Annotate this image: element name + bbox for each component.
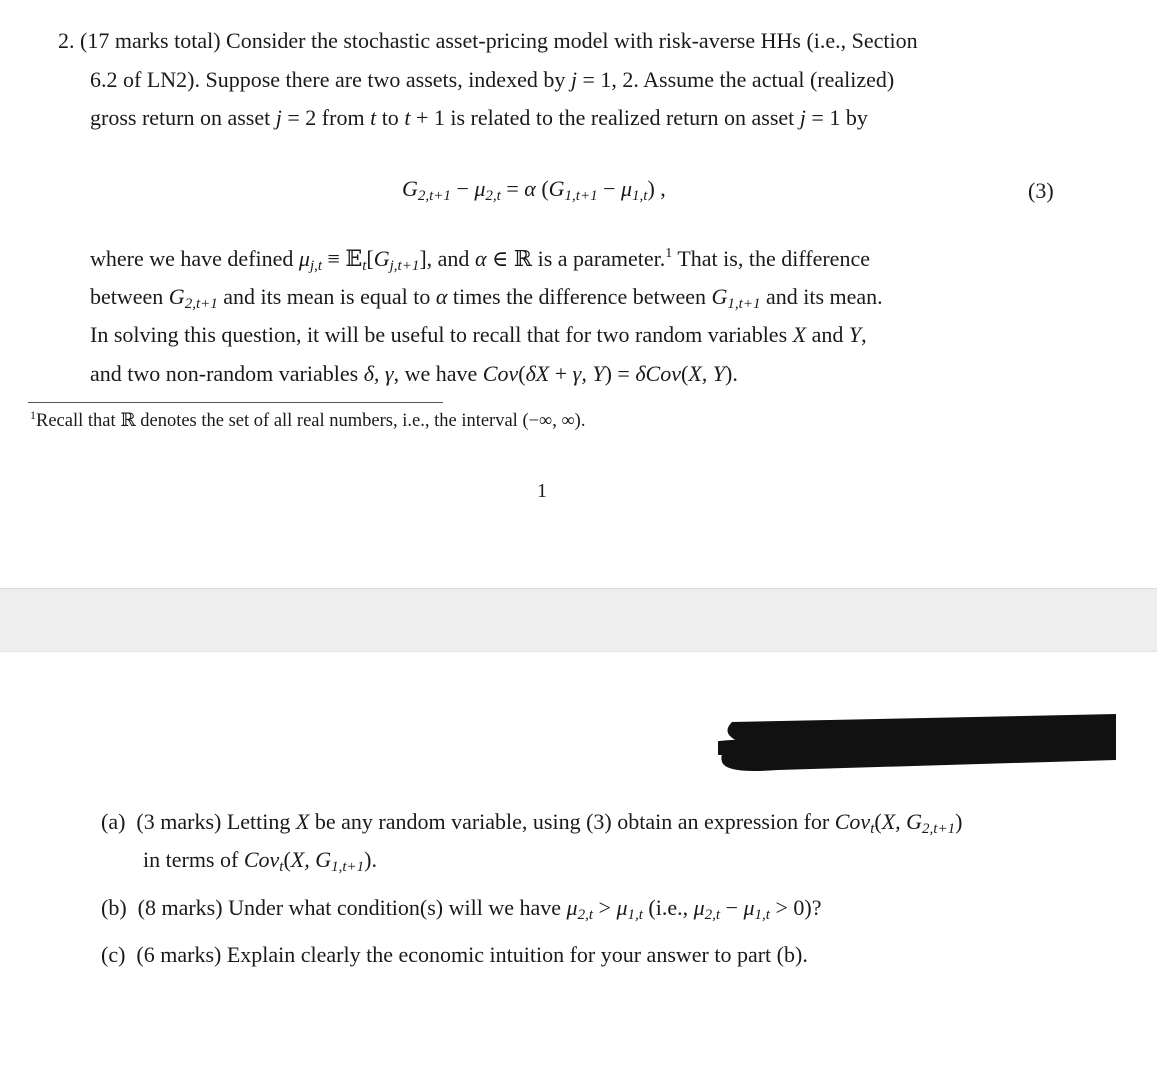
question-line-4: where we have defined $\mu_{j,t}$ ≡ $𝔼_t[G_{j,t+1}]$, and α ∈ ℝ is a parameter.$^1$ That is, the difference bbox=[90, 246, 870, 274]
equation-number: (3) bbox=[1028, 178, 1054, 203]
part-c: (c) (6 marks) Explain clearly the economic intuition for your answer to part (b). bbox=[101, 942, 808, 967]
question-line-6: In solving this question, it will be useful to recall that for two random variables X and Y, bbox=[90, 322, 867, 347]
part-c-marks: (6 marks) bbox=[136, 942, 222, 967]
question-number: 2. bbox=[58, 28, 75, 53]
footnote-ref: 1 bbox=[665, 246, 673, 261]
part-c-label: (c) bbox=[101, 942, 126, 967]
footnote bbox=[30, 408, 585, 432]
part-b-label: (b) bbox=[101, 895, 127, 920]
question-line-5: between $G_{2,t+1}$ and its mean is equal to α times the difference between $G_{1,t+1}$ and its mean. bbox=[90, 284, 883, 312]
equation-3: $G_{2,t+1} - \mu_{2,t} = \alpha$ $(G_{1,t+1} - \mu_{1,t})$ , bbox=[402, 176, 666, 204]
part-b: (b) (8 marks) Under what condition(s) will we have $\mu_{2,t} > \mu_{1,t}$ (i.e., $\mu_{2,t} - \mu_{1,t} > 0$)? bbox=[101, 895, 822, 923]
question-line-2: 6.2 of LN2). Suppose there are two assets, indexed by j = 1, 2. Assume the actual (realized) bbox=[90, 67, 895, 92]
question-text: Consider the stochastic asset-pricing model with risk-averse HHs (i.e., Section bbox=[226, 28, 918, 53]
footnote-rule bbox=[28, 402, 443, 403]
question-line-7: and two non-random variables δ, γ, we have Cov(δX + γ, Y) = δCov(X, Y). bbox=[90, 361, 738, 386]
redaction-mark bbox=[718, 708, 1118, 778]
question-marks: (17 marks total) bbox=[80, 28, 221, 53]
part-a-label: (a) bbox=[101, 809, 126, 834]
part-b-marks: (8 marks) bbox=[137, 895, 223, 920]
part-a-line-2: in terms of Cov$_t$(X, $G_{1,t+1}$). bbox=[143, 847, 377, 875]
footnote-text: Recall that ℝ denotes the set of all real numbers, i.e., the interval (−∞, ∞). bbox=[36, 411, 586, 431]
question-line-1 bbox=[58, 30, 918, 52]
question-line-3: gross return on asset j = 2 from t to t + 1 is related to the realized return on asset j = 1 by bbox=[90, 105, 868, 130]
page-gap bbox=[0, 588, 1157, 652]
part-a-line-1: (a) (3 marks) Letting X be any random variable, using (3) obtain an expression for Cov$_t$(X, $G_{2,t+1}$) bbox=[101, 809, 963, 837]
footnote-mark: 1 bbox=[30, 408, 36, 422]
part-a-marks: (3 marks) bbox=[136, 809, 222, 834]
page-number: 1 bbox=[537, 480, 547, 502]
